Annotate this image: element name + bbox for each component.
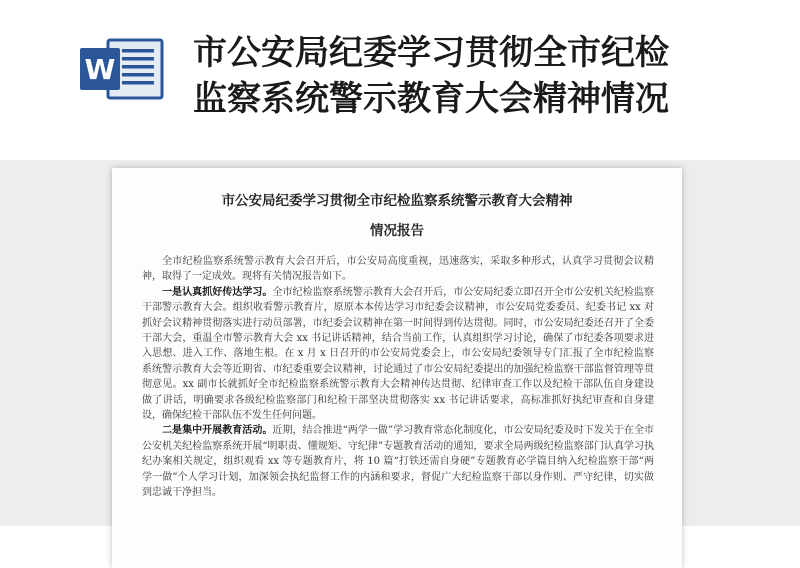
document-body [142, 254, 654, 501]
page-title-line-1: 市公安局纪委学习贯彻全市纪检 [193, 33, 669, 73]
page-title-line-2: 监察系统警示教育大会精神情况 [193, 79, 669, 119]
section-1-lead: 一是认真抓好传达学习。 [162, 286, 273, 298]
section-1-body: 全市纪检监察系统警示教育大会召开后，市公安局纪委立即召开全市公安机关纪检监察干部警示教育大会。组织收看警示教育片，原原本本传达学习市纪委会议精神，市公安局党委委员、纪委书记 xx 对抓好会议精神贯彻落实进行动员部署，市纪委会议精神在第一时间得到传达贯彻。同时，市公安局纪委还召开了全委干部大会，重温全市警示教育大会 xx 书记讲话精神，结合当前工作，认真组织学习讨论，确保了市纪委各项要求进入思想、进入工作、落地生根。在 x 月 x 日召开的市公安局党委会上，市公安局纪委领导专门汇报了全市纪检监察系统警示教育大会等近期省、市纪委重要会议精神，讨论通过了市公安局纪委提出的加强纪检监察干部监督管理等贯彻意见。xx 副市长就抓好全市纪检监察系统警示教育大会精神传达贯彻、纪律审查工作以及纪检干部队伍自身建设做了讲话，明确要求各级纪检监察部门和纪检干部坚决贯彻落实 xx 书记讲话要求，高标准抓好执纪审查和自身建设，确保纪检干部队伍不发生任何问题。 [142, 286, 655, 422]
section-1-paragraph [142, 285, 654, 424]
section-2-paragraph [142, 423, 654, 500]
section-2-body: 近期，结合推进“两学一做”学习教育常态化制度化，市公安局纪委及时下发关于在全市公安机关纪检监察系统开展“明职责、懂规矩、守纪律”专题教育活动的通知，要求全局两级纪检监察部门认真学习执纪办案相关规定，组织观看 xx 等专题教育片，将 10 篇“打铁还需自身硬”专题教育必学篇目纳入纪检监察干部“两学一做”个人学习计划，加深领会执纪监督工作的内涵和要求，督促广大纪检监察干部以身作则、严守纪律，切实做到忠诚干净担当。 [142, 425, 654, 499]
word-icon [76, 34, 166, 104]
document-page [112, 168, 682, 568]
document-title-line-2: 情况报告 [370, 223, 424, 239]
document-title-line-1: 市公安局纪委学习贯彻全市纪检监察系统警示教育大会精神 [221, 193, 573, 209]
section-2-lead: 二是集中开展教育活动。 [162, 425, 273, 437]
header [0, 0, 800, 160]
svg-text:W: W [84, 53, 116, 86]
document-title [112, 186, 682, 246]
page-title [193, 30, 793, 122]
intro-paragraph: 全市纪检监察系统警示教育大会召开后，市公安局高度重视，迅速落实，采取多种形式，认真学习贯彻会议精神，取得了一定成效。现将有关情况报告如下。 [142, 256, 654, 283]
